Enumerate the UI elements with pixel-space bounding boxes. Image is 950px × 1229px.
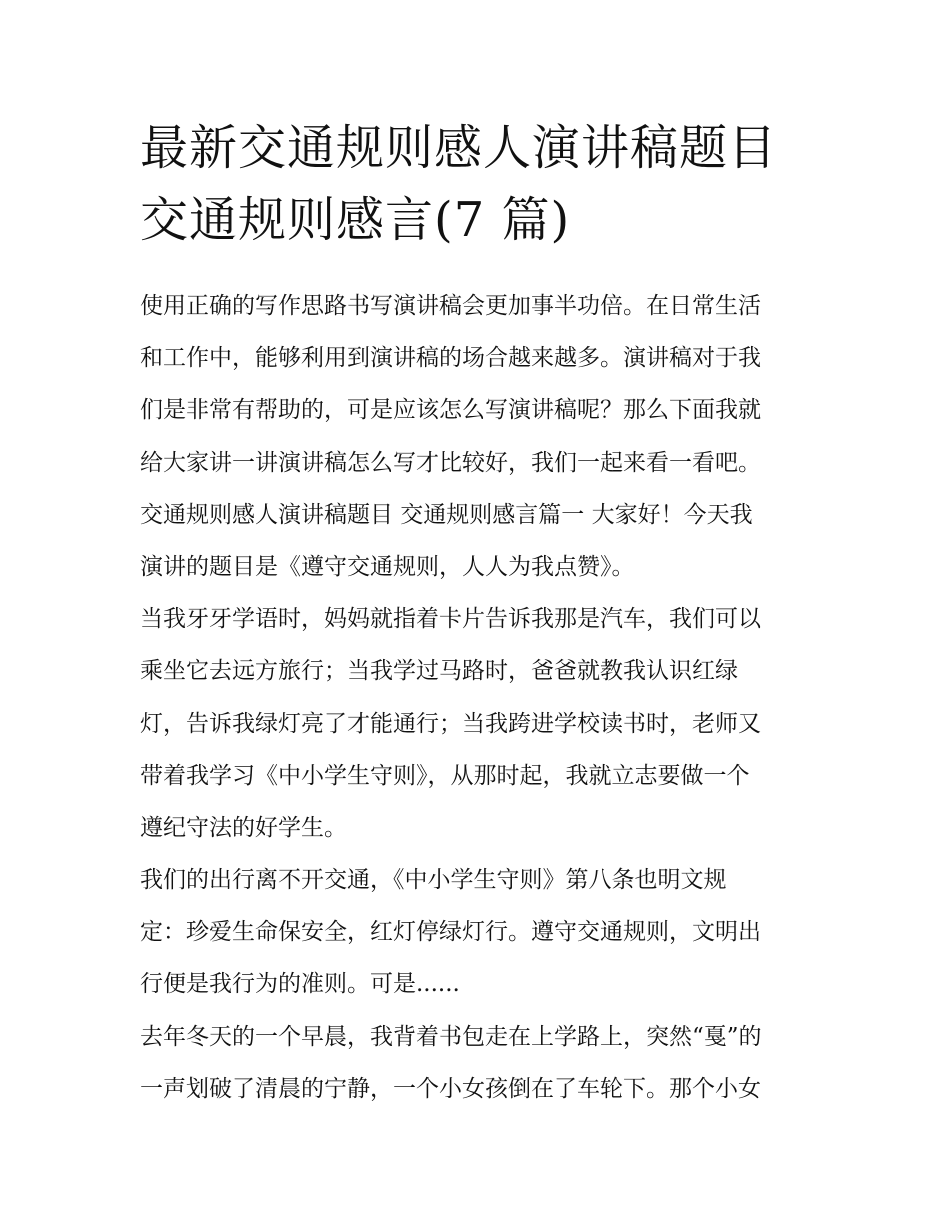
body-line: 遵纪守法的好学生。 <box>140 814 347 841</box>
body-line: 乘坐它去远方旅行；当我学过马路时，爸爸就教我认识红绿 <box>140 658 738 685</box>
body-line: 我们的出行离不开交通，《中小学生守则》第八条也明文规 <box>140 867 727 894</box>
body-line: 去年冬天的一个早晨，我背着书包走在上学路上，突然“戛”的 <box>140 1023 762 1050</box>
body-line: 带着我学习《中小学生守则》，从那时起，我就立志要做一个 <box>140 762 750 789</box>
body-line: 定：珍爱生命保安全，红灯停绿灯行。遵守交通规则，文明出 <box>140 919 761 946</box>
title-line-1: 最新交通规则感人演讲稿题目 <box>140 120 778 176</box>
document-title <box>140 112 840 256</box>
body-line: 们是非常有帮助的，可是应该怎么写演讲稿呢？那么下面我就 <box>140 397 761 424</box>
body-line: 使用正确的写作思路书写演讲稿会更加事半功倍。在日常生活 <box>140 293 761 319</box>
body-line: 一声划破了清晨的宁静，一个小女孩倒在了车轮下。那个小女 <box>140 1075 761 1102</box>
body-line: 当我牙牙学语时，妈妈就指着卡片告诉我那是汽车，我们可以 <box>140 606 761 633</box>
body-line: 行便是我行为的准则。可是...... <box>140 971 460 998</box>
body-line: 和工作中，能够利用到演讲稿的场合越来越多。演讲稿对于我 <box>140 345 761 372</box>
body-line: 给大家讲一讲演讲稿怎么写才比较好，我们一起来看一看吧。 <box>140 449 761 476</box>
body-line: 灯，告诉我绿灯亮了才能通行；当我跨进学校读书时，老师又 <box>140 710 761 737</box>
body-line: 演讲的题目是《遵守交通规则，人人为我点赞》。 <box>140 553 635 580</box>
body-line: 交通规则感人演讲稿题目 交通规则感言篇一 大家好！今天我 <box>140 501 753 528</box>
document-body <box>140 280 830 1115</box>
title-line-2: 交通规则感言(7 篇) <box>140 192 571 248</box>
